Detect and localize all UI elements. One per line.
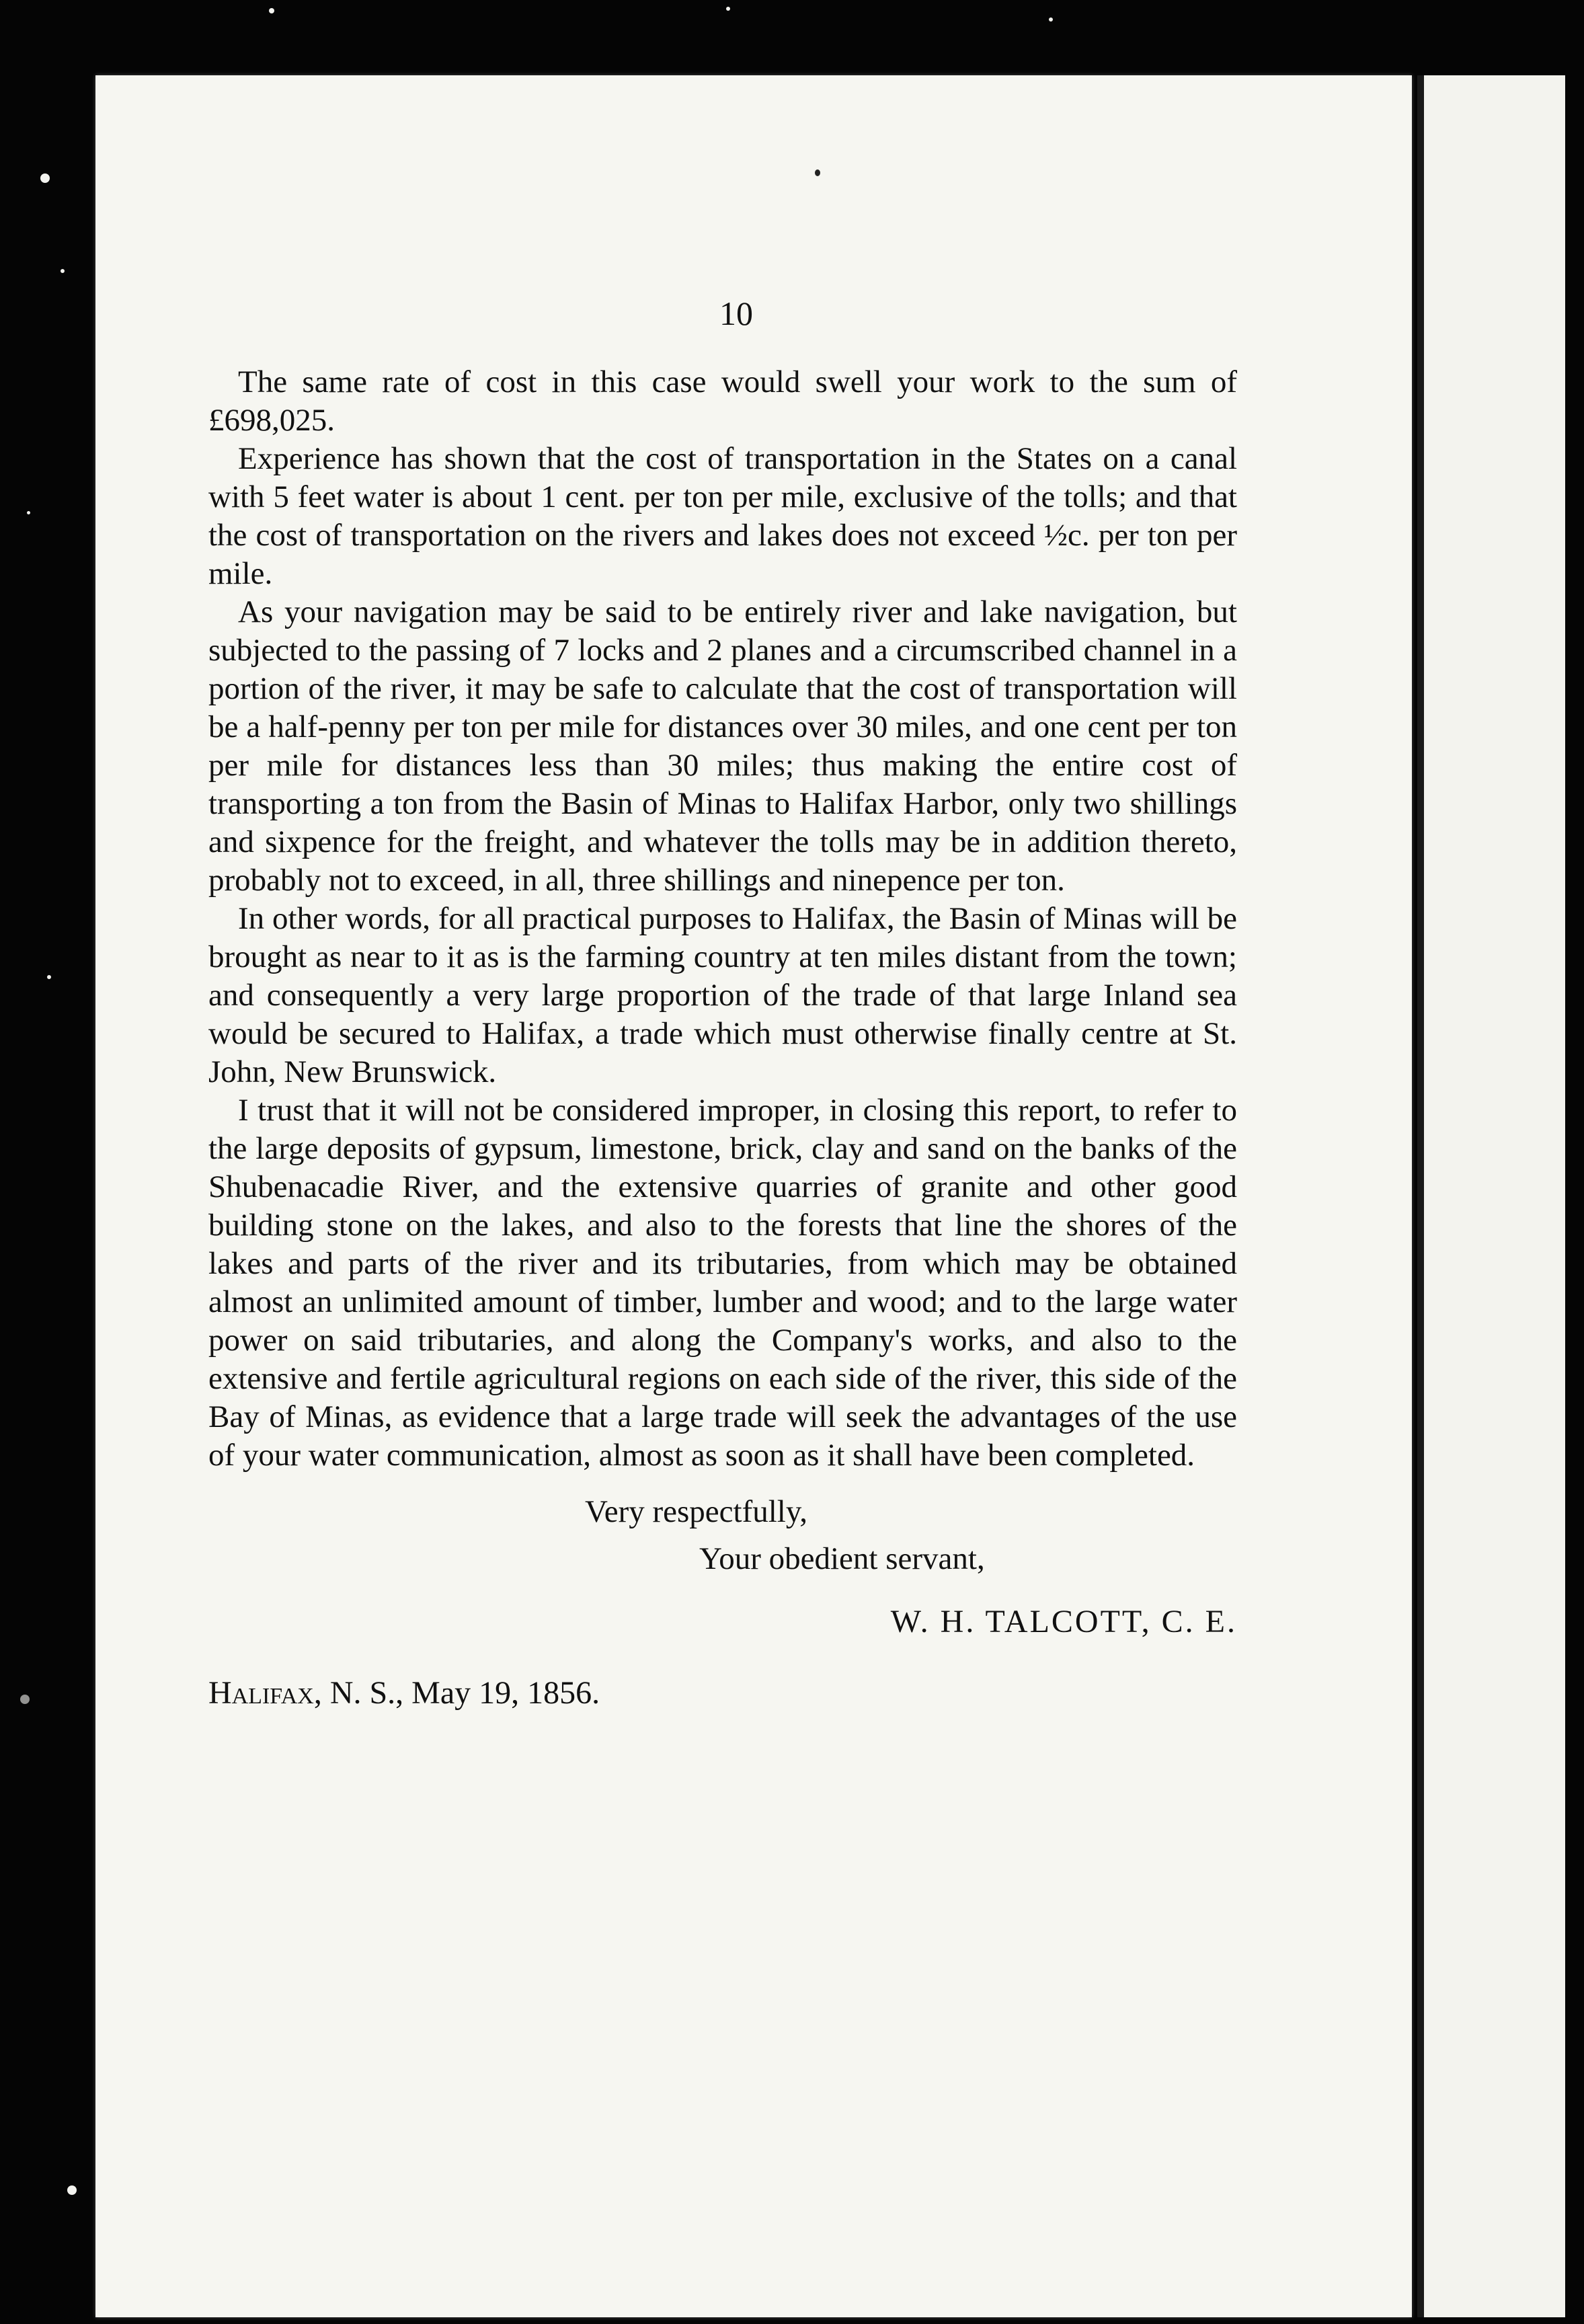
place-and-date [208,1670,1237,1717]
dust-speck [269,8,274,13]
dust-speck [726,7,730,11]
adjacent-page [1417,75,1565,2317]
paragraph: Experience has shown that the cost of transportation in the States on a canal with 5 feet water is about 1 cent. per ton per mile, exclusive of the tolls; and that the cost of transportation on the rivers and lakes does not exceed ½c. per ton per mile. [208,441,1237,591]
dust-speck [1049,17,1053,22]
dust-speck [20,1695,30,1704]
page-number: 10 [719,295,753,332]
paragraph: I trust that it will not be considered improper, in closing this report, to refer to the large deposits of gypsum, limestone, brick, clay and sand on the banks of the Shubenacadie River, and the extensive quarries of granite and other good building stone on the lakes, and also to the forests that line the shores of the lakes and parts of the river and its tributaries, from which may be obtained almost an unlimited amount of timber, lumber and wood; and to the large water power on said tributaries, and along the Company's works, and also to the extensive and fertile agricultural regions on each side of the river, this side of the Bay of Minas, as evidence that a large trade will seek the advantages of the use of your water communication, almost as soon as it shall have been completed. [208,1093,1237,1473]
paragraph: As your navigation may be said to be entirely river and lake navigation, but subjected to the passing of 7 locks and 2 planes and a circumscribed channel in a portion of the river, it may be safe to calculate that the cost of transportation will be a half-penny per ton per mile for distances over 30 miles, and one cent per ton per mile for distances less than 30 miles; thus making the entire cost of transporting a ton from the Basin of Minas to Halifax Harbor, only two shillings and sixpence for the freight, and whatever the tolls may be in addition thereto, probably not to exceed, in all, three shillings and ninepence per ton. [208,594,1237,898]
dust-speck [47,975,51,979]
signature: W. H. TALCOTT, C. E. [890,1604,1237,1639]
date-line: , N. S., May 19, 1856. [313,1675,600,1711]
dust-speck [40,173,50,183]
dust-speck [67,2185,77,2195]
dust-speck [61,269,65,273]
closing-salutation: Very respectfully, [585,1494,808,1529]
dust-speck [27,511,30,514]
page-gutter [1417,75,1424,2317]
page-content [208,293,1237,1717]
paragraph: The same rate of cost in this case would swell your work to the sum of £698,025. [208,364,1237,438]
paragraph: In other words, for all practical purposes to Halifax, the Basin of Minas will be brought as near to it as is the farming country at ten miles distant from the town; and consequently a very large proportion of the trade of that large Inland sea would be secured to Halifax, a trade which must otherwise finally centre at St. John, New Brunswick. [208,901,1237,1089]
dust-speck [815,169,820,176]
place-name: Halifax [208,1675,314,1711]
closing-servant: Your obedient servant, [699,1541,985,1576]
